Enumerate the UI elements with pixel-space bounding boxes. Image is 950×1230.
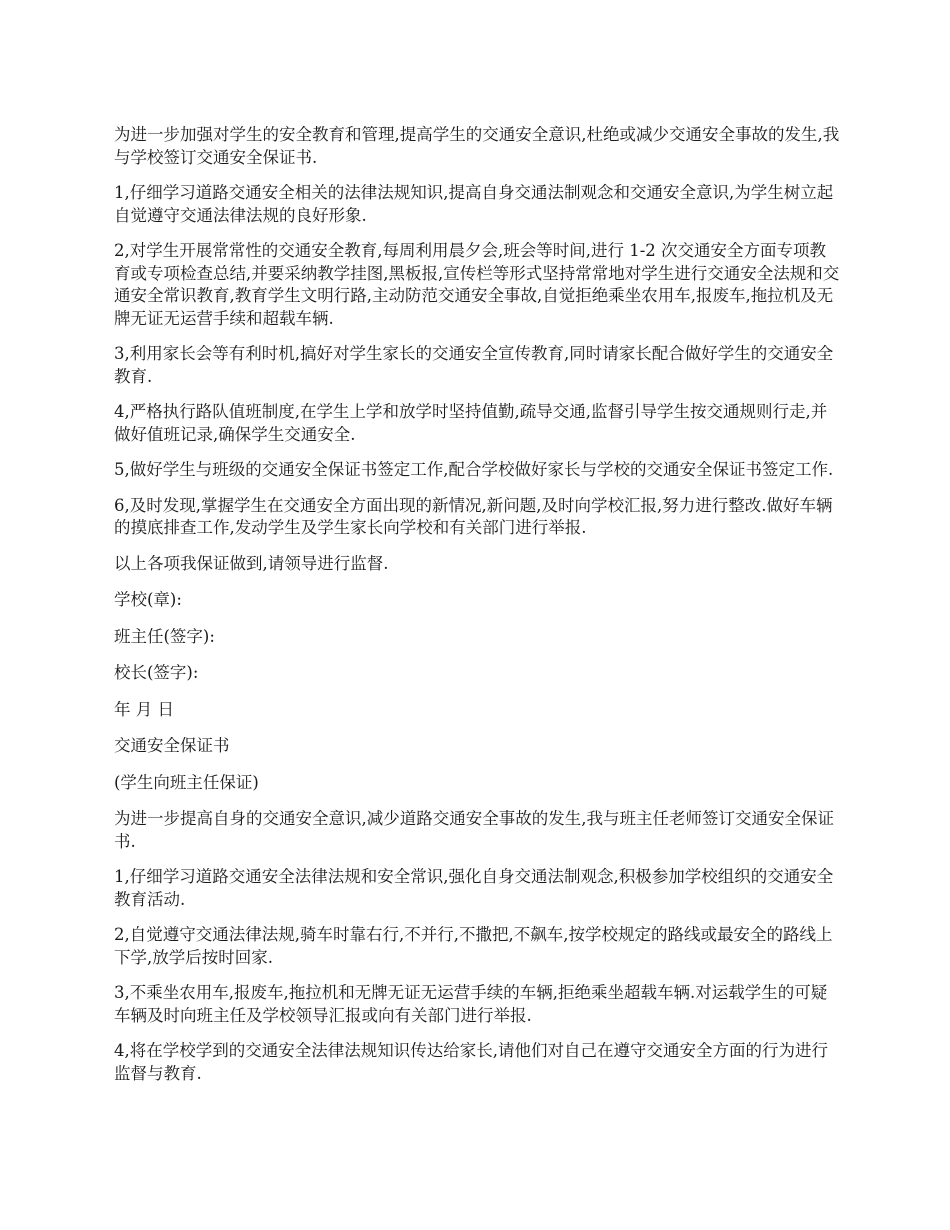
- student-clause-4: 4,将在学校学到的交通安全法律法规知识传达给家长,请他们对自己在遵守交通安全方面的行为进行监督与教育.: [114, 1041, 828, 1083]
- clause-4: 4,严格执行路队值班制度,在学生上学和放学时坚持值勤,疏导交通,监督引导学生按交通规则行走,并做好值班记录,确保学生交通安全.: [114, 402, 828, 444]
- intro-paragraph: 为进一步加强对学生的安全教育和管理,提高学生的交通安全意识,杜绝或减少交通安全事故的发生,我与学校签订交通安全保证书.: [114, 125, 840, 167]
- section-subtitle: (学生向班主任保证): [114, 772, 259, 792]
- clause-6: 6,及时发现,掌握学生在交通安全方面出现的新情况,新问题,及时向学校汇报,努力进行整改.做好车辆的摸底排查工作,发动学生及学生家长向学校和有关部门进行举报.: [114, 495, 833, 537]
- clause-2: 2,对学生开展常常性的交通安全教育,每周利用晨夕会,班会等时间,进行 1-2 次交通安全方面专项教育或专项检查总结,并要采纳教学挂图,黑板报,宣传栏等形式坚持常常地对学生进行交通安全法规和交通安全常识教育,教育学生文明行路,主动防范交通安全事故,自觉拒绝乘坐农用车,报废车,拖拉机及无牌无证无运营手续和超载车辆.: [114, 241, 840, 328]
- clause-3: 3,利用家长会等有利时机,搞好对学生家长的交通安全宣传教育,同时请家长配合做好学生的交通安全教育.: [114, 344, 834, 386]
- clause-1: 1,仔细学习道路交通安全相关的法律法规知识,提高自身交通法制观念和交通安全意识,为学生树立起自觉遵守交通法律法规的良好形象.: [114, 183, 834, 225]
- student-clause-1: 1,仔细学习道路交通安全法律法规和安全常识,强化自身交通法制观念,积极参加学校组织的交通安全教育活动.: [114, 867, 834, 909]
- student-clause-2: 2,自觉遵守交通法律法规,骑车时靠右行,不并行,不撒把,不飙车,按学校规定的路线或最安全的路线上下学,放学后按时回家.: [114, 925, 833, 967]
- principal-signature-line: 校长(签字):: [114, 663, 199, 682]
- date-line: 年 月 日: [114, 699, 174, 719]
- clause-5: 5,做好学生与班级的交通安全保证书签定工作,配合学校做好家长与学校的交通安全保证书签定工作.: [114, 460, 834, 479]
- student-intro-paragraph: 为进一步提高自身的交通安全意识,减少道路交通安全事故的发生,我与班主任老师签订交通安全保证书.: [114, 809, 834, 851]
- head-teacher-signature-line: 班主任(签字):: [114, 626, 215, 646]
- student-clause-3: 3,不乘坐农用车,报废车,拖拉机和无牌无证无运营手续的车辆,拒绝乘坐超载车辆.对运载学生的可疑车辆及时向班主任及学校领导汇报或向有关部门进行举报.: [114, 983, 828, 1025]
- section-title: 交通安全保证书: [114, 736, 230, 755]
- pledge-statement: 以上各项我保证做到,请领导进行监督.: [114, 553, 389, 573]
- school-seal-line: 学校(章):: [114, 590, 182, 609]
- document-body: [114, 124, 840, 1098]
